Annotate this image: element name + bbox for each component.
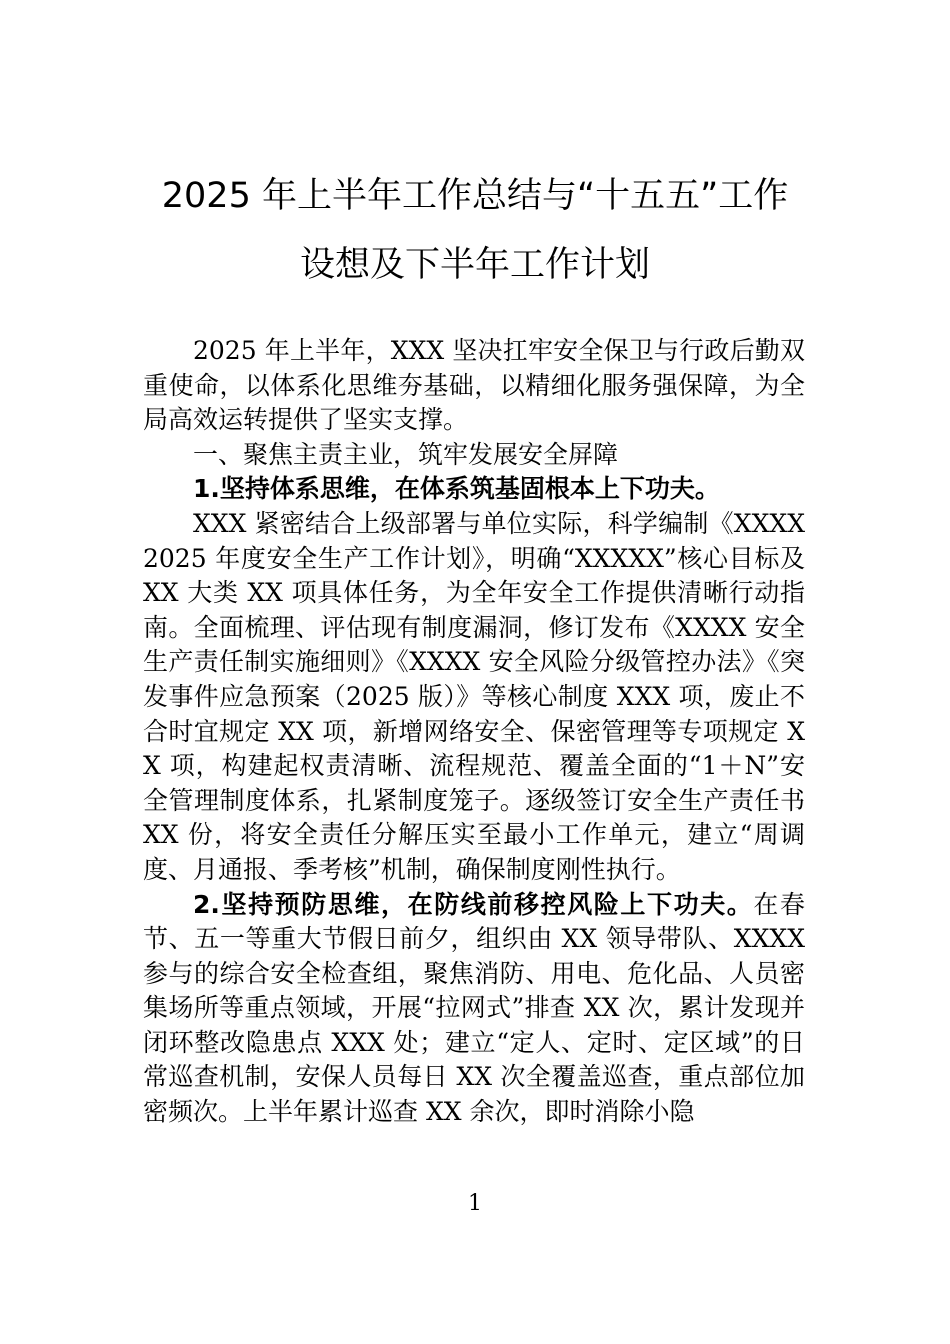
subsection-paragraph: XXX 紧密结合上级部署与单位实际，科学编制《XXXX2025 年度安全生产工作计划》，明确“XXXXX”核心目标及 XX 大类 XX 项具体任务，为全年安全工作提供清晰行动指南。全面梳理、评估现有制度漏洞，修订发布《XXXX 安全生产责任制实施细则》《XXXX 安全风险分级管控办法》《突发事件应急预案（2025 版）》等核心制度 XXX 项，废止不合时宜规定 XX 项，新增网络安全、保密管理等专项规定 XX 项，构建起权责清晰、流程规范、覆盖全面的“1＋N”安全管理制度体系，扎紧制度笼子。逐级签订安全生产责任书 XX 份，将安全责任分解压实至最小工作单元，建立“周调度、月通报、季考核”机制，确保制度刚性执行。 (143, 508, 805, 884)
section-heading: 一、聚焦主责主业，筑牢发展安全屏障 (193, 439, 619, 469)
document-title-line-2: 设想及下半年工作计划 (299, 245, 650, 285)
page-number: 1 (468, 1191, 482, 1216)
intro-paragraph: 2025 年上半年，XXX 坚决扛牢安全保卫与行政后勤双重使命，以体系化思维夯基础，以精细化服务强保障，为全局高效运转提供了坚实支撑。 (143, 336, 805, 435)
document-body (143, 334, 805, 1130)
subsection-paragraph-2 (143, 888, 805, 1130)
subsection-lead: 2.坚持预防思维，在防线前移控风险上下功夫。 (193, 889, 754, 919)
document-title-line-1: 2025 年上半年工作总结与“十五五”工作 (161, 176, 789, 216)
subsection-heading: 1.坚持体系思维，在体系筑基固根本上下功夫。 (193, 474, 720, 504)
subsection-text: 在春节、五一等重大节假日前夕，组织由 XX 领导带队、XXXX 参与的综合安全检查组，聚焦消防、用电、危化品、人员密集场所等重点领域，开展“拉网式”排查 XX 次，累计发现并闭环整改隐患点 XXX 处；建立“定人、定时、定区域”的日常巡查机制，安保人员每日 XX 次全覆盖巡查，重点部位加密频次。上半年累计巡查 XX 余次，即时消除小隐 (143, 889, 805, 1127)
